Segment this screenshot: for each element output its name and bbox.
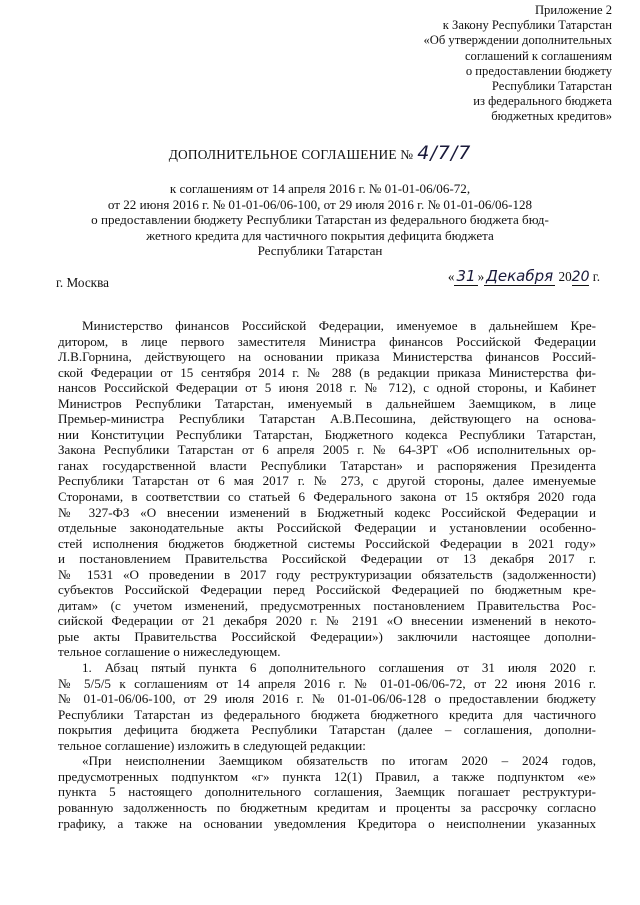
handwritten-day: 31 (456, 267, 476, 285)
body-line: Сторонами, в соответствии со статьей 6 Федерального закона от 15 октября 2020 года (58, 489, 596, 505)
date-close-quote: » (477, 269, 485, 284)
body-line: № 1531 «О проведении в 2017 году реструктуризации обязательств (задолженности) (58, 566, 596, 582)
agreement-subject (40, 181, 600, 259)
body-line: стей исполнения бюджетов бюджетной системы Российской Федерации в 2021 году» (58, 535, 596, 551)
body-line: Министров Республики Татарстан, именуемый в дальнейшем Заемщиком, в лице (58, 395, 596, 411)
body-line: ганах государственной власти Республики Татарстан» и распоряжения Президента (58, 457, 596, 473)
body-line: Л.В.Горнина, действующего на основании приказа Министерства финансов Россий- (58, 349, 596, 365)
appendix-line: соглашений к соглашениям (464, 48, 612, 63)
body-line: 1. Абзац пятый пункта 6 дополнительного соглашения от 31 июля 2020 г. (82, 660, 596, 676)
body-line: ской Федерации от 15 сентября 2014 г. № 288 (в редакции приказа Министерства фи- (58, 364, 596, 380)
body-line: дитам» (с учетом изменений, предусмотренных постановлением Правительства Рос- (58, 597, 596, 613)
body-line: «При неисполнении Заемщиком обязательств по итогам 2020 – 2024 годов, (82, 753, 596, 769)
title-text: ДОПОЛНИТЕЛЬНОЕ СОГЛАШЕНИЕ № (168, 147, 414, 162)
body-line: субъектов Российской Федерации перед Российской Федерацией по бюджетным кре- (58, 582, 596, 598)
subject-line: к соглашениям от 14 апреля 2016 г. № 01-01-06/06-72, (169, 181, 471, 196)
body-line: предусмотренных подпунктом «г» пункта 12(1) Правил, а также подпунктом «е» (58, 768, 596, 784)
agreement-body (58, 318, 596, 831)
body-line: № 01-01-06/06-100, от 29 июля 2016 г. № 01-01-06/06-128 о предоставлении бюджету (58, 691, 596, 707)
body-line: тельное соглашение о нижеследующем. (58, 644, 281, 660)
appendix-header (382, 3, 612, 125)
body-line: отдельные законодательные акты Российской Федерации и установлении особенно- (58, 520, 596, 536)
date-year-unit: г. (592, 269, 600, 284)
subject-line: о предоставлении бюджету Республики Татарстан из федерального бюджета бюд- (91, 212, 549, 228)
handwritten-month: Декабря (486, 267, 554, 285)
appendix-line: о предоставлении бюджету (465, 63, 612, 78)
body-line: Республики Татарстан из федерального бюджета бюджетного кредита для частичного (58, 706, 596, 722)
body-line: № 327-ФЗ «О внесении изменений в Бюджетный кодекс Российской Федерации и (58, 504, 596, 520)
appendix-line: бюджетных кредитов» (491, 109, 612, 124)
body-line: сийской Федерации от 21 декабря 2020 г. № 2191 «О внесении изменений в некото- (58, 613, 596, 629)
body-line: пункта 5 настоящего дополнительного соглашения, Заемщик погашает реструктури- (58, 784, 596, 800)
body-line: графику, а также на основании уведомления Кредитора о неисполнении указанных (58, 815, 596, 831)
body-line: дитором, в лице первого заместителя Министра финансов Российской Федерации (58, 333, 596, 349)
appendix-line: из федерального бюджета (473, 94, 612, 109)
subject-line: жетного кредита для частичного покрытия дефицита бюджета (146, 227, 494, 243)
date-open-quote: « (447, 269, 455, 284)
document-title (0, 142, 640, 164)
appendix-line: Приложение 2 (534, 3, 612, 17)
body-line: покрытия дефицита бюджета Республики Татарстан (далее – соглашения, дополни- (58, 722, 596, 738)
body-line: Министерство финансов Российской Федерации, именуемое в дальнейшем Кре- (82, 318, 596, 333)
signing-date (448, 269, 600, 285)
handwritten-agreement-number: 4/7/7 (417, 142, 472, 164)
appendix-line: Республики Татарстан (491, 79, 612, 94)
handwritten-year: 20 (571, 269, 590, 285)
appendix-line: к Закону Республики Татарстан (442, 18, 612, 33)
appendix-line: «Об утверждении дополнительных (423, 33, 612, 48)
body-line: нансов Российской Федерации от 5 июня 2018 г. № 712), с одной стороны, и Кабинет (58, 380, 596, 396)
body-line: Республики Татарстан от 6 мая 2017 г. № 273, с другой стороны, далее именуемые (58, 473, 596, 489)
date-year-prefix: 20 (558, 269, 572, 284)
body-line: рые акты Правительства Российской Федерации») заключили настоящее дополни- (58, 628, 596, 644)
body-line: рованную задолженность по бюджетным кредитам и проценты за рассрочку согласно (58, 799, 596, 815)
body-line: № 5/5/5 к соглашениям от 14 апреля 2016 г. № 01-01-06/06-72, от 22 июня 2016 г. (58, 675, 596, 691)
body-line: тельное соглашение) изложить в следующей редакции: (58, 737, 366, 753)
body-line: нии Конституции Республики Татарстан, Бюджетного кодекса Республики Татарстан, (58, 426, 596, 442)
subject-line: от 22 июня 2016 г. № 01-01-06/06-100, от 29 июля 2016 г. № 01-01-06/06-128 (107, 196, 533, 212)
place-of-signing: г. Москва (56, 275, 109, 290)
body-line: Закона Республики Татарстан от 6 апреля 2005 г. № 64-ЗРТ «Об исполнительных ор- (58, 442, 596, 458)
body-line: и постановлением Правительства Российской Федерации от 13 декабря 2017 г. (58, 551, 596, 567)
body-line: Премьер-министра Республики Татарстан А.В.Песошина, действующего на основа- (58, 411, 596, 427)
subject-line: Республики Татарстан (257, 243, 383, 259)
